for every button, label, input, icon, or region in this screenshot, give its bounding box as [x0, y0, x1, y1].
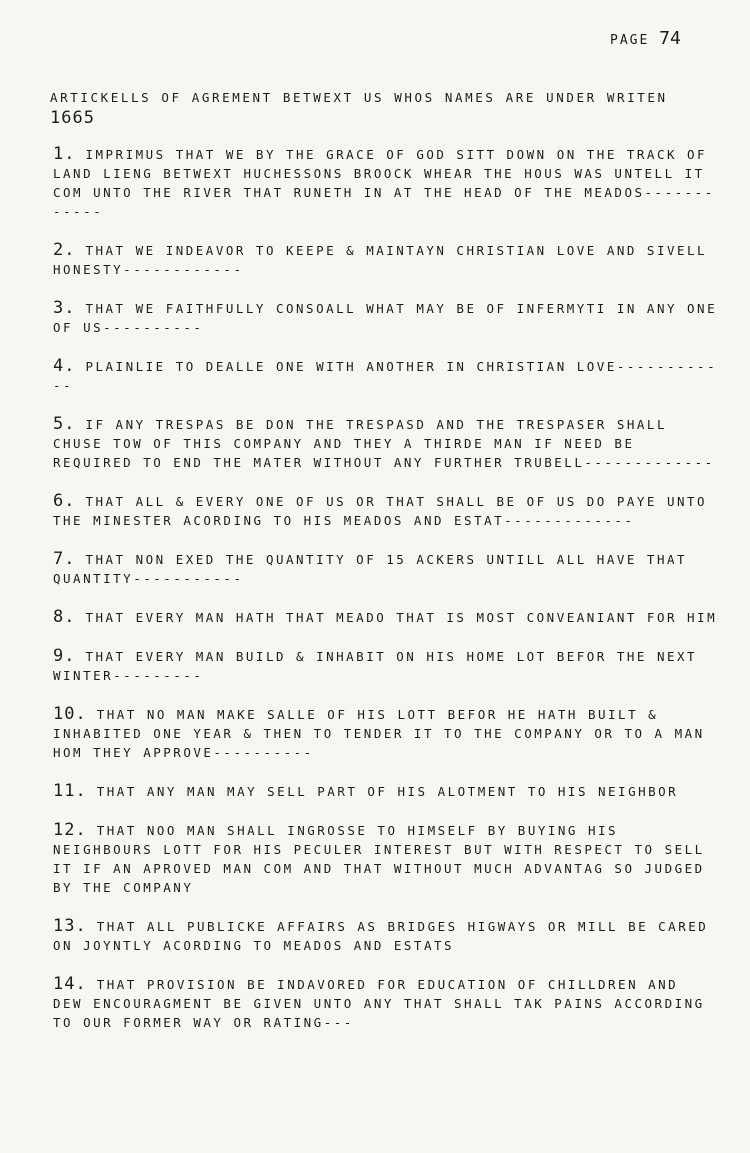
- article-text: THAT PROVISION BE INDAVORED FOR EDUCATION OF CHILLDREN AND DEW ENCOURAGMENT BE GIVEN UNTO ANY THAT SHALL TAK PAINS ACCORDING TO OUR FORMER WAY OR RATING---: [53, 977, 705, 1030]
- article-9: [53, 647, 718, 685]
- article-number: 8.: [53, 607, 76, 627]
- article-12: [53, 821, 718, 897]
- article-number: 6.: [53, 491, 76, 511]
- article-number: 14.: [53, 974, 87, 994]
- article-3: [53, 299, 718, 337]
- article-number: 3.: [53, 298, 76, 318]
- article-4: [53, 357, 718, 395]
- article-number: 12.: [53, 820, 87, 840]
- article-text: THAT EVERY MAN BUILD & INHABIT ON HIS HOME LOT BEFOR THE NEXT WINTER---------: [53, 649, 698, 683]
- article-2: [53, 241, 718, 279]
- article-text: THAT WE FAITHFULLY CONSOALL WHAT MAY BE OF INFERMYTI IN ANY ONE OF US----------: [53, 301, 718, 335]
- article-number: 7.: [53, 549, 76, 569]
- article-text: PLAINLIE TO DEALLE ONE WITH ANOTHER IN CHRISTIAN LOVE------------: [53, 359, 718, 393]
- article-6: [53, 492, 718, 530]
- article-8: [53, 608, 718, 627]
- article-number: 10.: [53, 704, 87, 724]
- article-text: THAT ALL & EVERY ONE OF US OR THAT SHALL BE OF US DO PAYE UNTO THE MINESTER ACORDING TO HIS MEADOS AND ESTAT-------------: [53, 494, 708, 528]
- title-year: 1665: [50, 108, 95, 128]
- article-number: 13.: [53, 916, 87, 936]
- article-7: [53, 550, 718, 588]
- article-1: [53, 145, 718, 221]
- page-number-value: 74: [659, 28, 681, 49]
- article-14: [53, 975, 718, 1032]
- article-number: 11.: [53, 781, 87, 801]
- article-13: [53, 917, 718, 955]
- article-number: 2.: [53, 240, 76, 260]
- article-11: [53, 782, 718, 801]
- article-text: IF ANY TRESPAS BE DON THE TRESPASD AND THE TRESPASER SHALL CHUSE TOW OF THIS COMPANY AND THEY A THIRDE MAN IF NEED BE REQUIRED TO END THE MATER WITHOUT ANY FURTHER TRUBELL-------------: [53, 417, 715, 470]
- article-5: [53, 415, 718, 472]
- page-number: [610, 28, 681, 49]
- title-text: ARTICKELLS OF AGREMENT BETWEXT US WHOS NAMES ARE UNDER WRITEN: [50, 90, 668, 105]
- page-label: PAGE: [610, 33, 650, 48]
- article-text: THAT NOO MAN SHALL INGROSSE TO HIMSELF BY BUYING HIS NEIGHBOURS LOTT FOR HIS PECULER INTEREST BUT WITH RESPECT TO SELL IT IF AN APROVED MAN COM AND THAT WITHOUT MUCH ADVANTAG SO JUDGED BY THE COMPANY: [53, 823, 705, 895]
- document-title: [50, 88, 710, 129]
- article-text: THAT ANY MAN MAY SELL PART OF HIS ALOTMENT TO HIS NEIGHBOR: [96, 784, 679, 799]
- article-text: IMPRIMUS THAT WE BY THE GRACE OF GOD SITT DOWN ON THE TRACK OF LAND LIENG BETWEXT HUCHESSONS BROOCK WHEAR THE HOUS WAS UNTELL IT COM UNTO THE RIVER THAT RUNETH IN AT THE HEAD OF THE MEADOS------------: [53, 147, 715, 219]
- articles-list: [53, 145, 718, 1052]
- article-number: 4.: [53, 356, 76, 376]
- article-text: THAT ALL PUBLICKE AFFAIRS AS BRIDGES HIGWAYS OR MILL BE CARED ON JOYNTLY ACORDING TO MEADOS AND ESTATS: [53, 919, 709, 953]
- article-text: THAT NON EXED THE QUANTITY OF 15 ACKERS UNTILL ALL HAVE THAT QUANTITY-----------: [53, 552, 688, 586]
- article-number: 5.: [53, 414, 76, 434]
- article-text: THAT EVERY MAN HATH THAT MEADO THAT IS MOST CONVEANIANT FOR HIM: [85, 610, 718, 625]
- article-text: THAT WE INDEAVOR TO KEEPE & MAINTAYN CHRISTIAN LOVE AND SIVELL HONESTY------------: [53, 243, 708, 277]
- article-text: THAT NO MAN MAKE SALLE OF HIS LOTT BEFOR HE HATH BUILT & INHABITED ONE YEAR & THEN TO TENDER IT TO THE COMPANY OR TO A MAN HOM THEY APPROVE----------: [53, 707, 705, 760]
- article-number: 1.: [53, 144, 76, 164]
- article-10: [53, 705, 718, 762]
- article-number: 9.: [53, 646, 76, 666]
